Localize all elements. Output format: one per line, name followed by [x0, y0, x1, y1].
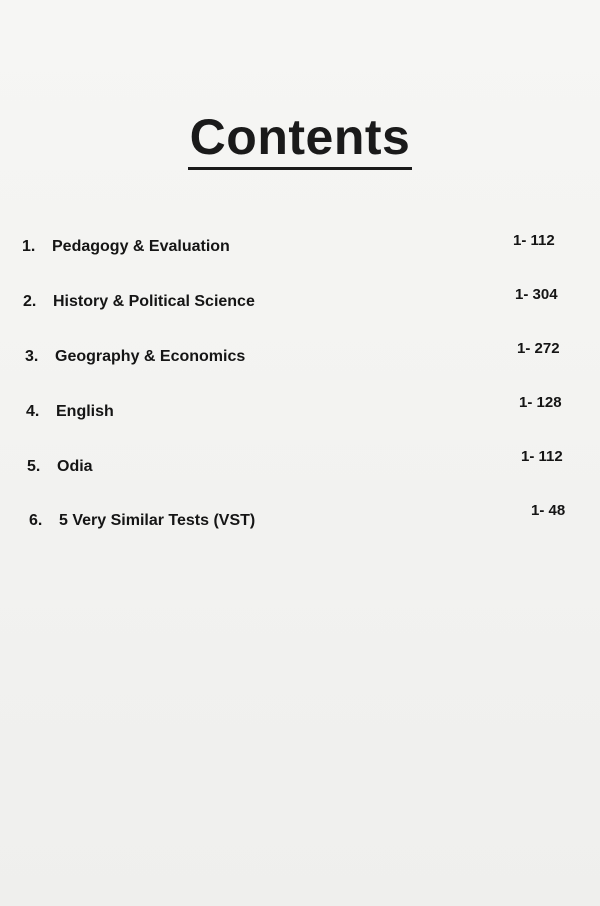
toc-entry-number: 5.: [27, 458, 41, 475]
contents-title: Contents: [188, 109, 413, 170]
toc-entry-label: 5 Very Similar Tests (VST): [59, 512, 256, 529]
toc-entry-number: 2.: [23, 293, 37, 310]
toc-entry-label: Pedagogy & Evaluation: [52, 238, 230, 255]
toc-entry-pages: 1- 48: [531, 502, 566, 519]
toc-entry-pages: 1- 272: [517, 340, 560, 357]
toc-entry-label: Odia: [57, 458, 93, 475]
toc-entry-number: 1.: [22, 238, 36, 255]
toc-entry-pages: 1- 304: [515, 286, 558, 303]
toc-entry-pages: 1- 128: [519, 394, 562, 411]
toc-entry-pages: 1- 112: [513, 232, 555, 249]
toc-entry-number: 6.: [29, 512, 43, 529]
toc-entry-pages: 1- 112: [521, 448, 563, 465]
toc-entry-number: 3.: [25, 348, 39, 365]
toc-entry-label: English: [56, 403, 114, 420]
toc-entry-number: 4.: [26, 403, 40, 420]
contents-heading: [0, 108, 600, 170]
toc-entry-label: Geography & Economics: [55, 348, 246, 365]
toc-entry-label: History & Political Science: [53, 293, 255, 310]
